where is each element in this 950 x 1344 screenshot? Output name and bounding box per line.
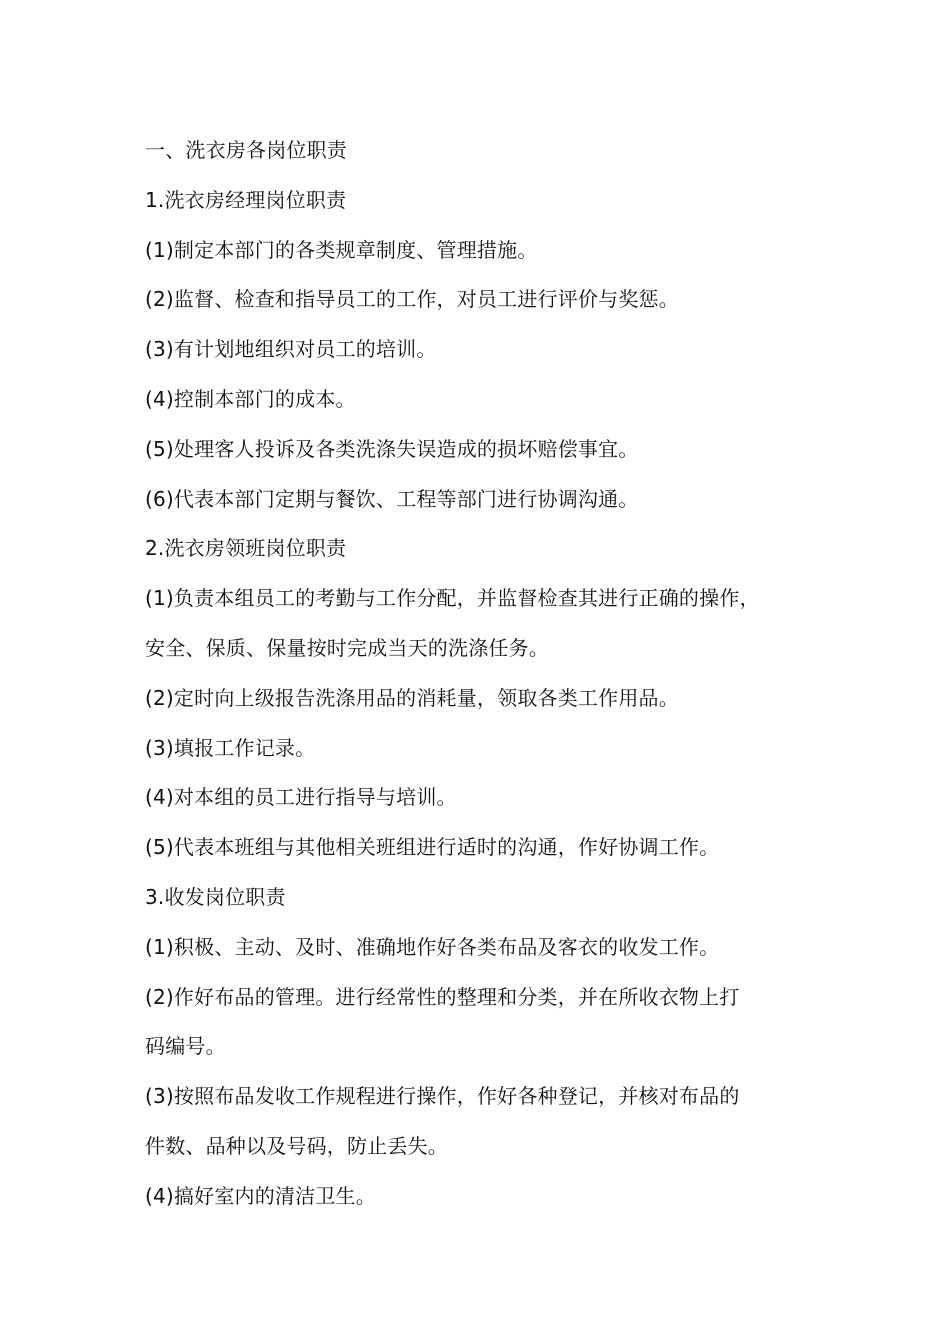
text-line: (3)有计划地组织对员工的培训。 [145, 337, 437, 362]
section-heading: 一、洗衣房各岗位职责 [145, 138, 347, 162]
text-line: (2)作好布品的管理。进行经常性的整理和分类，并在所收衣物上打 [145, 984, 740, 1009]
text-line: (6)代表本部门定期与餐饮、工程等部门进行协调沟通。 [145, 486, 639, 511]
text-line: (3)按照布品发收工作规程进行操作，作好各种登记，并核对布品的 [145, 1084, 740, 1109]
text-line: 件数、品种以及号码，防止丢失。 [145, 1133, 448, 1158]
text-line: (5)代表本班组与其他相关班组进行适时的沟通，作好协调工作。 [145, 835, 720, 860]
text-line: (5)处理客人投诉及各类洗涤失误造成的损坏赔偿事宜。 [145, 436, 639, 461]
text-line: (3)填报工作记录。 [145, 735, 316, 760]
subsection-heading: 2.洗衣房领班岗位职责 [145, 536, 347, 561]
subsection-heading: 3.收发岗位职责 [145, 884, 286, 909]
text-line: (4)控制本部门的成本。 [145, 386, 356, 411]
text-line: (4)搞好室内的清洁卫生。 [145, 1183, 376, 1208]
document-body [145, 126, 825, 1222]
text-line: (1)制定本部门的各类规章制度、管理措施。 [145, 237, 538, 262]
text-line: (4)对本组的员工进行指导与培训。 [145, 785, 457, 810]
text-line: (2)定时向上级报告洗涤用品的消耗量，领取各类工作用品。 [145, 685, 679, 710]
text-line: 安全、保质、保量按时完成当天的洗涤任务。 [145, 635, 549, 660]
text-line: 码编号。 [145, 1034, 226, 1059]
subsection-heading: 1.洗衣房经理岗位职责 [145, 187, 347, 212]
text-line: (1)负责本组员工的考勤与工作分配，并监督检查其进行正确的操作， [145, 586, 760, 611]
text-line: (1)积极、主动、及时、准确地作好各类布品及客衣的收发工作。 [145, 934, 720, 959]
text-line: (2)监督、检查和指导员工的工作，对员工进行评价与奖惩。 [145, 287, 679, 312]
